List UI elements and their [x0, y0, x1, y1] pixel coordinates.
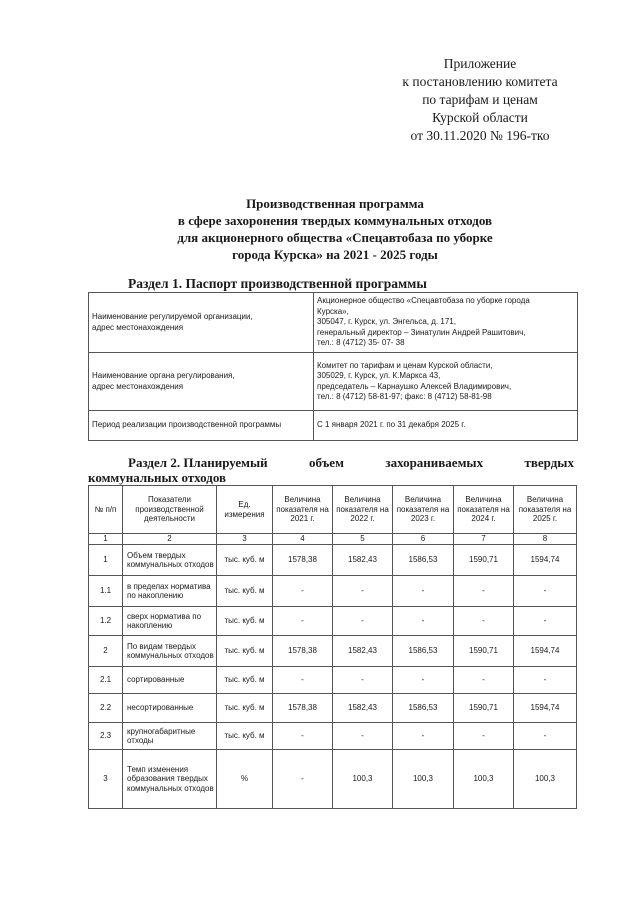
passport-label-line: адрес местонахождения	[92, 322, 184, 332]
passport-value-line: председатель – Карнаушко Алексей Владимирович,	[317, 381, 512, 391]
value-cell: 1582,43	[333, 694, 393, 723]
value-cell: 1578,38	[273, 636, 333, 667]
document-title	[120, 195, 550, 263]
table-row	[89, 576, 577, 607]
column-number: 2	[123, 534, 217, 545]
column-header: Величина показателя на 2021 г.	[273, 486, 333, 534]
row-number: 3	[89, 750, 123, 809]
unit-cell: тыс. куб. м	[217, 636, 273, 667]
annex-header	[395, 55, 565, 145]
section1-title: Раздел 1. Паспорт производственной программы	[128, 276, 427, 291]
column-number: 8	[514, 534, 577, 545]
passport-row	[89, 411, 578, 441]
value-cell: -	[333, 576, 393, 607]
table-row	[89, 607, 577, 636]
value-cell: -	[333, 723, 393, 750]
row-number: 1	[89, 545, 123, 576]
column-number-row	[89, 534, 577, 545]
passport-value-line: тел.: 8 (4712) 58-81-97; факс: 8 (4712) 58-81-98	[317, 392, 492, 401]
row-number: 1.1	[89, 576, 123, 607]
column-number: 3	[217, 534, 273, 545]
column-header: Ед. измерения	[217, 486, 273, 534]
value-cell: 1578,38	[273, 694, 333, 723]
value-cell: -	[454, 667, 514, 694]
volume-table	[88, 485, 577, 809]
indicator-name: Объем твердых коммунальных отходов	[123, 545, 217, 576]
unit-cell: тыс. куб. м	[217, 694, 273, 723]
section2-title-word: объем	[309, 455, 344, 470]
passport-label	[89, 293, 314, 353]
column-header: № п/п	[89, 486, 123, 534]
unit-cell: тыс. куб. м	[217, 607, 273, 636]
annex-line: от 30.11.2020 № 196-тко	[410, 128, 550, 143]
table-row	[89, 667, 577, 694]
unit-cell: %	[217, 750, 273, 809]
section2-title-word: твердых	[524, 455, 574, 470]
value-cell: 1586,53	[393, 636, 454, 667]
table-row	[89, 545, 577, 576]
value-cell: 1582,43	[333, 545, 393, 576]
value-cell: -	[454, 576, 514, 607]
passport-value-line: 305047, г. Курск, ул. Энгельса, д. 171,	[317, 317, 456, 327]
passport-label-line: Наименование органа регулирования,	[92, 371, 235, 380]
passport-value-line: Акционерное общество «Спецавтобаза по уборке города	[317, 296, 530, 306]
column-header: Показатели производственной деятельности	[123, 486, 217, 534]
title-line: для акционерного общества «Спецавтобаза по уборке	[177, 230, 493, 245]
value-cell: -	[273, 723, 333, 750]
passport-value-line: Комитет по тарифам и ценам Курской области,	[317, 360, 493, 370]
value-cell: 1586,53	[393, 545, 454, 576]
value-cell: -	[333, 607, 393, 636]
passport-label	[89, 411, 314, 441]
passport-value	[314, 293, 578, 353]
value-cell: -	[393, 667, 454, 694]
section2-title	[88, 455, 574, 485]
passport-value-line: генеральный директор – Зинатулин Андрей Рашитович,	[317, 327, 526, 337]
passport-value-line: С 1 января 2021 г. по 31 декабря 2025 г.	[317, 420, 466, 430]
column-number: 5	[333, 534, 393, 545]
annex-line: Курской области	[432, 110, 528, 125]
section2-title-word: Раздел 2. Планируемый	[128, 455, 268, 470]
value-cell: -	[333, 667, 393, 694]
value-cell: 1590,71	[454, 545, 514, 576]
column-number: 7	[454, 534, 514, 545]
value-cell: -	[393, 607, 454, 636]
table-row	[89, 694, 577, 723]
value-cell: 1594,74	[514, 545, 577, 576]
row-number: 2.1	[89, 667, 123, 694]
column-number: 6	[393, 534, 454, 545]
value-cell: -	[514, 576, 577, 607]
passport-value-line: тел.: 8 (4712) 35- 07- 38	[317, 338, 405, 348]
column-header: Величина показателя на 2023 г.	[393, 486, 454, 534]
annex-line: по тарифам и ценам	[422, 92, 538, 107]
indicator-name: Темп изменения образования твердых коммунальных отходов	[123, 750, 217, 809]
section2-title-line: коммунальных отходов	[88, 470, 227, 485]
unit-cell: тыс. куб. м	[217, 667, 273, 694]
indicator-name: сверх норматива по накоплению	[123, 607, 217, 636]
value-cell: -	[514, 667, 577, 694]
row-number: 2.2	[89, 694, 123, 723]
value-cell: 1582,43	[333, 636, 393, 667]
column-header: Величина показателя на 2025 г.	[514, 486, 577, 534]
column-header: Величина показателя на 2022 г.	[333, 486, 393, 534]
annex-line: Приложение	[443, 56, 517, 71]
passport-table	[88, 292, 578, 441]
passport-label-line: Период реализации производственной программы	[92, 420, 282, 430]
section2-title-word: захораниваемых	[385, 455, 484, 470]
value-cell: 100,3	[454, 750, 514, 809]
value-cell: -	[454, 723, 514, 750]
annex-line: к постановлению комитета	[402, 74, 558, 89]
title-line: Производственная программа	[246, 196, 424, 211]
value-cell: 1594,74	[514, 694, 577, 723]
unit-cell: тыс. куб. м	[217, 576, 273, 607]
column-number: 1	[89, 534, 123, 545]
title-line: города Курска» на 2021 - 2025 годы	[232, 247, 438, 262]
passport-row	[89, 353, 578, 411]
passport-label-line: Наименование регулируемой организации,	[92, 312, 253, 321]
passport-value-line: Курска»,	[317, 306, 349, 316]
passport-value	[314, 353, 578, 411]
unit-cell: тыс. куб. м	[217, 723, 273, 750]
passport-value	[314, 411, 578, 441]
value-cell: 100,3	[514, 750, 577, 809]
passport-label	[89, 353, 314, 411]
value-cell: 1594,74	[514, 636, 577, 667]
row-number: 1.2	[89, 607, 123, 636]
passport-label-line: адрес местонахождения	[92, 381, 184, 391]
section2-title-line	[88, 455, 574, 470]
column-header: Величина показателя на 2024 г.	[454, 486, 514, 534]
value-cell: -	[514, 607, 577, 636]
indicator-name: По видам твердых коммунальных отходов	[123, 636, 217, 667]
value-cell: 1586,53	[393, 694, 454, 723]
indicator-name: в пределах норматива по накоплению	[123, 576, 217, 607]
value-cell: -	[273, 667, 333, 694]
passport-value-line: 305029, г. Курск, ул. К.Маркса 43,	[317, 371, 441, 380]
value-cell: 1578,38	[273, 545, 333, 576]
indicator-name: несортированные	[123, 694, 217, 723]
row-number: 2	[89, 636, 123, 667]
indicator-name: сортированные	[123, 667, 217, 694]
value-cell: 100,3	[393, 750, 454, 809]
title-line: в сфере захоронения твердых коммунальных отходов	[177, 213, 493, 228]
value-cell: -	[454, 607, 514, 636]
value-cell: -	[273, 607, 333, 636]
column-number: 4	[273, 534, 333, 545]
value-cell: -	[393, 576, 454, 607]
value-cell: -	[273, 576, 333, 607]
table-header-row	[89, 486, 577, 534]
value-cell: -	[273, 750, 333, 809]
value-cell: -	[393, 723, 454, 750]
indicator-name: крупногабаритные отходы	[123, 723, 217, 750]
value-cell: 100,3	[333, 750, 393, 809]
value-cell: 1590,71	[454, 694, 514, 723]
table-row	[89, 636, 577, 667]
table-row	[89, 723, 577, 750]
table-row	[89, 750, 577, 809]
unit-cell: тыс. куб. м	[217, 545, 273, 576]
value-cell: -	[514, 723, 577, 750]
row-number: 2.3	[89, 723, 123, 750]
value-cell: 1590,71	[454, 636, 514, 667]
passport-row	[89, 293, 578, 353]
